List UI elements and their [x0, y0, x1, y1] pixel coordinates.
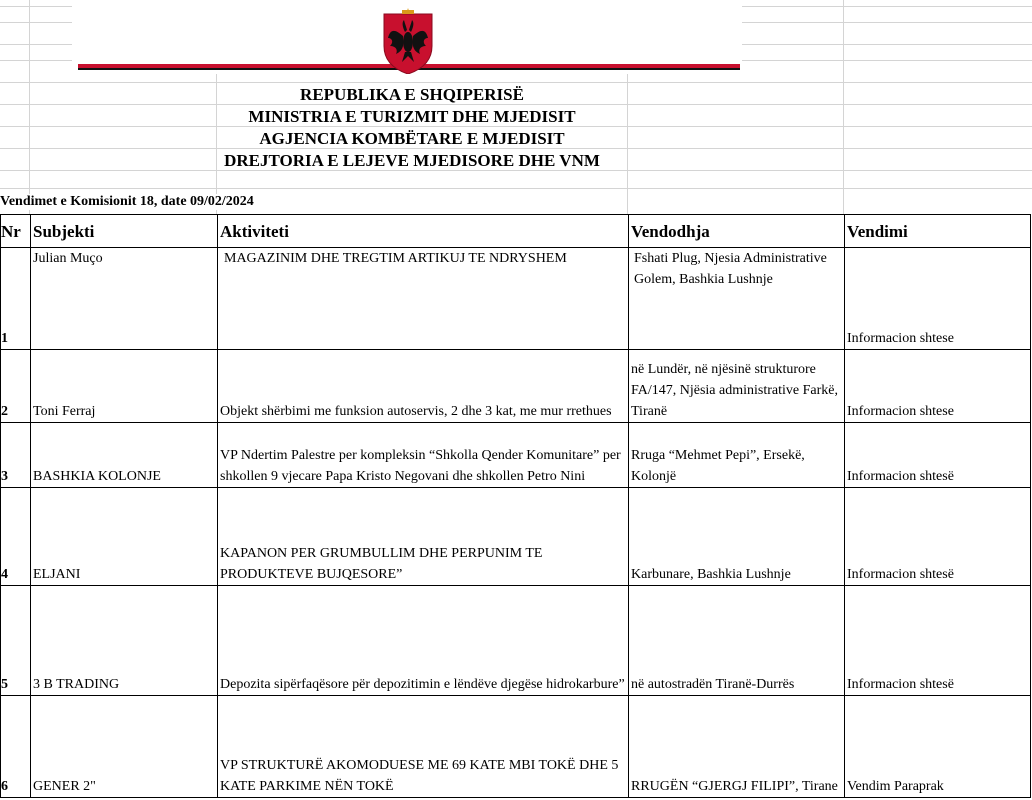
heading-agency: AGJENCIA KOMBËTARE E MJEDISIT — [259, 129, 565, 148]
cell-subjekti: 3 B TRADING — [31, 586, 218, 696]
column-header-vendodhja: Vendodhja — [629, 215, 845, 248]
cell-subjekti: BASHKIA KOLONJE — [31, 423, 218, 488]
cell-nr: 1 — [1, 248, 31, 350]
heading-directorate: DREJTORIA E LEJEVE MJEDISORE DHE VNM — [224, 151, 600, 170]
cell-aktiviteti: VP STRUKTURË AKOMODUESE ME 69 KATE MBI TOKË DHE 5 KATE PARKIME NËN TOKË — [218, 696, 629, 798]
table-row — [1, 248, 1031, 350]
cell-vendimi: Vendim Paraprak — [845, 696, 1031, 798]
column-header-aktiviteti: Aktiviteti — [218, 215, 629, 248]
cell-nr: 6 — [1, 696, 31, 798]
cell-vendodhja: Fshati Plug, Njesia Administrative Golem, Bashkia Lushnje — [629, 248, 845, 350]
cell-aktiviteti: KAPANON PER GRUMBULLIM DHE PERPUNIM TE PRODUKTEVE BUJQESORE” — [218, 488, 629, 586]
cell-vendodhja: në Lundër, në njësinë strukturore FA/147, Njësia administrative Farkë, Tiranë — [629, 350, 845, 423]
table-header-row — [1, 215, 1031, 248]
table-row — [1, 423, 1031, 488]
gridline — [0, 82, 1032, 83]
cell-subjekti: Julian Muço — [31, 248, 218, 350]
cell-aktiviteti: VP Ndertim Palestre per kompleksin “Shkolla Qender Komunitare” per shkollen 9 vjecare Papa Kristo Negovani dhe shkollen Petro Nini — [218, 423, 629, 488]
cell-aktiviteti: Objekt shërbimi me funksion autoservis, 2 dhe 3 kat, me mur rrethues — [218, 350, 629, 423]
column-header-vendimi: Vendimi — [845, 215, 1031, 248]
column-header-nr: Nr — [1, 215, 31, 248]
cell-vendodhja: RRUGËN “GJERGJ FILIPI”, Tirane — [629, 696, 845, 798]
table-row — [1, 586, 1031, 696]
gridline — [843, 0, 844, 214]
cell-vendodhja: në autostradën Tiranë-Durrës — [629, 586, 845, 696]
table-row — [1, 696, 1031, 798]
cell-vendodhja: Rruga “Mehmet Pepi”, Ersekë, Kolonjë — [629, 423, 845, 488]
cell-nr: 5 — [1, 586, 31, 696]
cell-subjekti: Toni Ferraj — [31, 350, 218, 423]
cell-vendimi: Informacion shtese — [845, 248, 1031, 350]
cell-vendodhja: Karbunare, Bashkia Lushnje — [629, 488, 845, 586]
decisions-title: Vendimet e Komisionit 18, date 09/02/2024 — [0, 194, 258, 210]
cell-subjekti: ELJANI — [31, 488, 218, 586]
cell-vendimi: Informacion shtese — [845, 350, 1031, 423]
table-row — [1, 488, 1031, 586]
cell-nr: 4 — [1, 488, 31, 586]
cell-vendimi: Informacion shtesë — [845, 586, 1031, 696]
heading-republic: REPUBLIKA E SHQIPERISË — [300, 85, 524, 104]
gridline — [0, 188, 1032, 189]
cell-subjekti: GENER 2" — [31, 696, 218, 798]
decisions-table — [0, 214, 1031, 798]
cell-vendimi: Informacion shtesë — [845, 488, 1031, 586]
cell-nr: 3 — [1, 423, 31, 488]
cell-aktiviteti: MAGAZINIM DHE TREGTIM ARTIKUJ TE NDRYSHEM — [218, 248, 629, 350]
heading-ministry: MINISTRIA E TURIZMIT DHE MJEDISIT — [248, 107, 576, 126]
cell-vendimi: Informacion shtesë — [845, 423, 1031, 488]
cell-nr: 2 — [1, 350, 31, 423]
table-row — [1, 350, 1031, 423]
albanian-coat-of-arms-icon — [380, 8, 436, 74]
column-header-subjekti: Subjekti — [31, 215, 218, 248]
cell-aktiviteti: Depozita sipërfaqësore për depozitimin e lëndëve djegëse hidrokarbure” — [218, 586, 629, 696]
